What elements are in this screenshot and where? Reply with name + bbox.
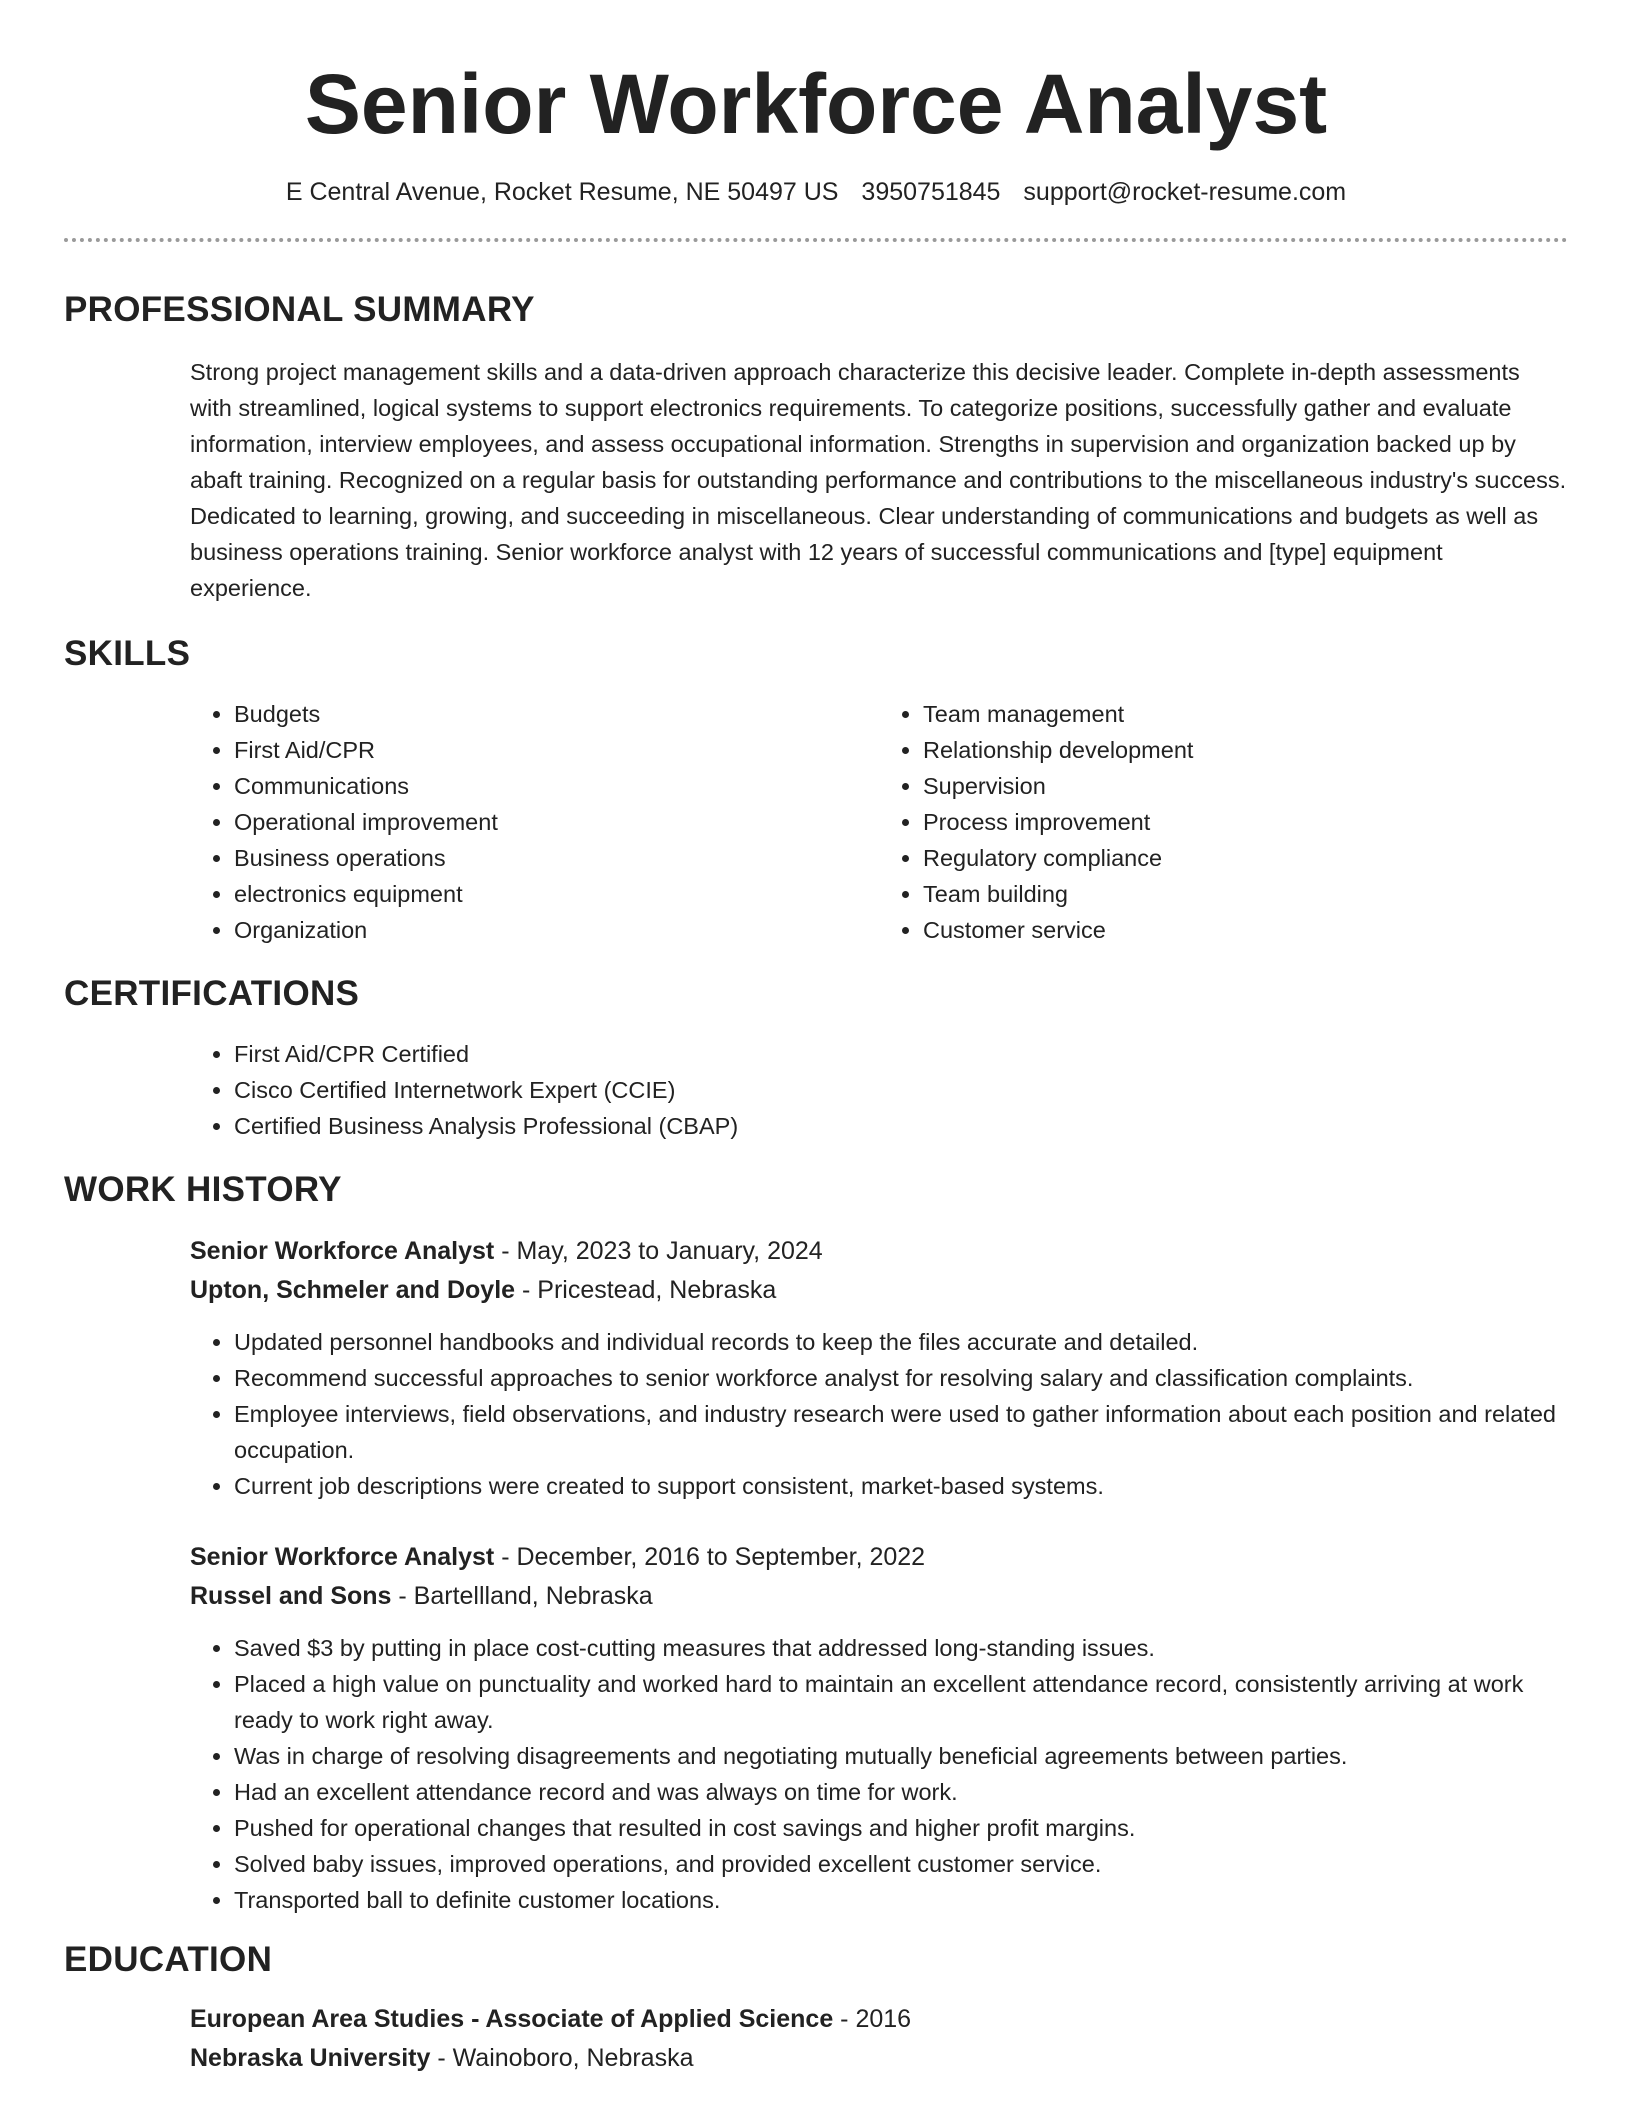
job-bullets bbox=[190, 1630, 1568, 1918]
skill-item: • Team management bbox=[923, 696, 1568, 732]
education-school-line bbox=[190, 2039, 1568, 2078]
job-entry bbox=[64, 1538, 1568, 1918]
job-company-line bbox=[190, 1577, 1568, 1616]
skill-item: • Organization bbox=[234, 912, 879, 948]
education-location: - Wainoboro, Nebraska bbox=[430, 2044, 694, 2072]
certification-item: • Cisco Certified Internetwork Expert (CCIE) bbox=[234, 1072, 1568, 1108]
resume-name: Senior Workforce Analyst bbox=[304, 57, 1328, 151]
education-heading: EDUCATION bbox=[64, 1940, 273, 1979]
education-degree: European Area Studies - Associate of Applied Science bbox=[190, 2005, 834, 2033]
job-role: Senior Workforce Analyst bbox=[190, 1237, 495, 1265]
job-bullet: • Current job descriptions were created to support consistent, market-based systems. bbox=[234, 1468, 1568, 1504]
skill-item: • Team building bbox=[923, 876, 1568, 912]
skill-item: • Supervision bbox=[923, 768, 1568, 804]
job-bullet: • Was in charge of resolving disagreements and negotiating mutually beneficial agreements between parties. bbox=[234, 1738, 1568, 1774]
skill-item: • Relationship development bbox=[923, 732, 1568, 768]
education-entry bbox=[64, 2000, 1568, 2078]
job-title-line bbox=[190, 1538, 1568, 1577]
job-bullets bbox=[190, 1324, 1568, 1504]
contact-phone: 3950751845 bbox=[861, 178, 1001, 206]
job-bullet: • Saved $3 by putting in place cost-cutting measures that addressed long-standing issues. bbox=[234, 1630, 1568, 1666]
skill-item: • First Aid/CPR bbox=[234, 732, 879, 768]
job-bullet: • Employee interviews, field observations, and industry research were used to gather information about each position and related occupation. bbox=[234, 1396, 1568, 1468]
job-dates: - December, 2016 to September, 2022 bbox=[494, 1543, 926, 1571]
header-divider bbox=[64, 238, 1568, 242]
resume-page bbox=[64, 0, 1568, 2078]
skill-item: • electronics equipment bbox=[234, 876, 879, 912]
job-company: Upton, Schmeler and Doyle bbox=[190, 1276, 516, 1304]
skills-column-left bbox=[190, 696, 879, 948]
certification-item: • First Aid/CPR Certified bbox=[234, 1036, 1568, 1072]
summary-text: Strong project management skills and a data-driven approach characterize this decisive leader. Complete in-depth assessments with streamlined, logical systems to support electronics requirements. To categorize positions, successfully gather and evaluate information, interview employees, and assess occupational information. Strengths in supervision and organization backed up by abaft training. Recognized on a regular basis for outstanding performance and contributions to the miscellaneous industry's success. Dedicated to learning, growing, and succeeding in miscellaneous. Clear understanding of communications and budgets as well as business operations training. Senior workforce analyst with 12 years of successful communications and [type] equipment experience. bbox=[190, 359, 1567, 601]
job-bullet: • Pushed for operational changes that resulted in cost savings and higher profit margins. bbox=[234, 1810, 1568, 1846]
contact-address: E Central Avenue, Rocket Resume, NE 50497 US bbox=[285, 178, 839, 206]
contact-line bbox=[64, 176, 1568, 208]
job-bullet: • Recommend successful approaches to senior workforce analyst for resolving salary and classification complaints. bbox=[234, 1360, 1568, 1396]
skills-heading: SKILLS bbox=[64, 634, 191, 673]
skill-item: • Budgets bbox=[234, 696, 879, 732]
summary-heading: PROFESSIONAL SUMMARY bbox=[64, 290, 535, 329]
job-bullet: • Placed a high value on punctuality and worked hard to maintain an excellent attendance record, consistently arriving at work ready to work right away. bbox=[234, 1666, 1568, 1738]
education-degree-line bbox=[190, 2000, 1568, 2039]
certification-item: • Certified Business Analysis Professional (CBAP) bbox=[234, 1108, 1568, 1144]
skill-item: • Communications bbox=[234, 768, 879, 804]
job-bullet: • Had an excellent attendance record and was always on time for work. bbox=[234, 1774, 1568, 1810]
job-title-line bbox=[190, 1232, 1568, 1271]
job-role: Senior Workforce Analyst bbox=[190, 1543, 495, 1571]
skill-item: • Process improvement bbox=[923, 804, 1568, 840]
job-entry bbox=[64, 1232, 1568, 1504]
skill-item: • Business operations bbox=[234, 840, 879, 876]
job-dates: - May, 2023 to January, 2024 bbox=[494, 1237, 823, 1265]
skill-item: • Operational improvement bbox=[234, 804, 879, 840]
skill-item: • Customer service bbox=[923, 912, 1568, 948]
skills-column-right bbox=[879, 696, 1568, 948]
skill-item: • Regulatory compliance bbox=[923, 840, 1568, 876]
job-company-line bbox=[190, 1271, 1568, 1310]
skills-list bbox=[64, 696, 1568, 948]
work-history-heading: WORK HISTORY bbox=[64, 1170, 342, 1209]
education-school: Nebraska University bbox=[190, 2044, 431, 2072]
job-bullet: • Solved baby issues, improved operations, and provided excellent customer service. bbox=[234, 1846, 1568, 1882]
certifications-list bbox=[64, 1036, 1568, 1144]
contact-email: support@rocket-resume.com bbox=[1023, 178, 1347, 206]
job-company: Russel and Sons bbox=[190, 1582, 392, 1610]
job-bullet: • Updated personnel handbooks and individual records to keep the files accurate and detailed. bbox=[234, 1324, 1568, 1360]
job-location: - Bartellland, Nebraska bbox=[391, 1582, 653, 1610]
job-location: - Pricestead, Nebraska bbox=[515, 1276, 777, 1304]
certifications-heading: CERTIFICATIONS bbox=[64, 974, 360, 1013]
education-year: - 2016 bbox=[833, 2005, 912, 2033]
job-bullet: • Transported ball to definite customer locations. bbox=[234, 1882, 1568, 1918]
